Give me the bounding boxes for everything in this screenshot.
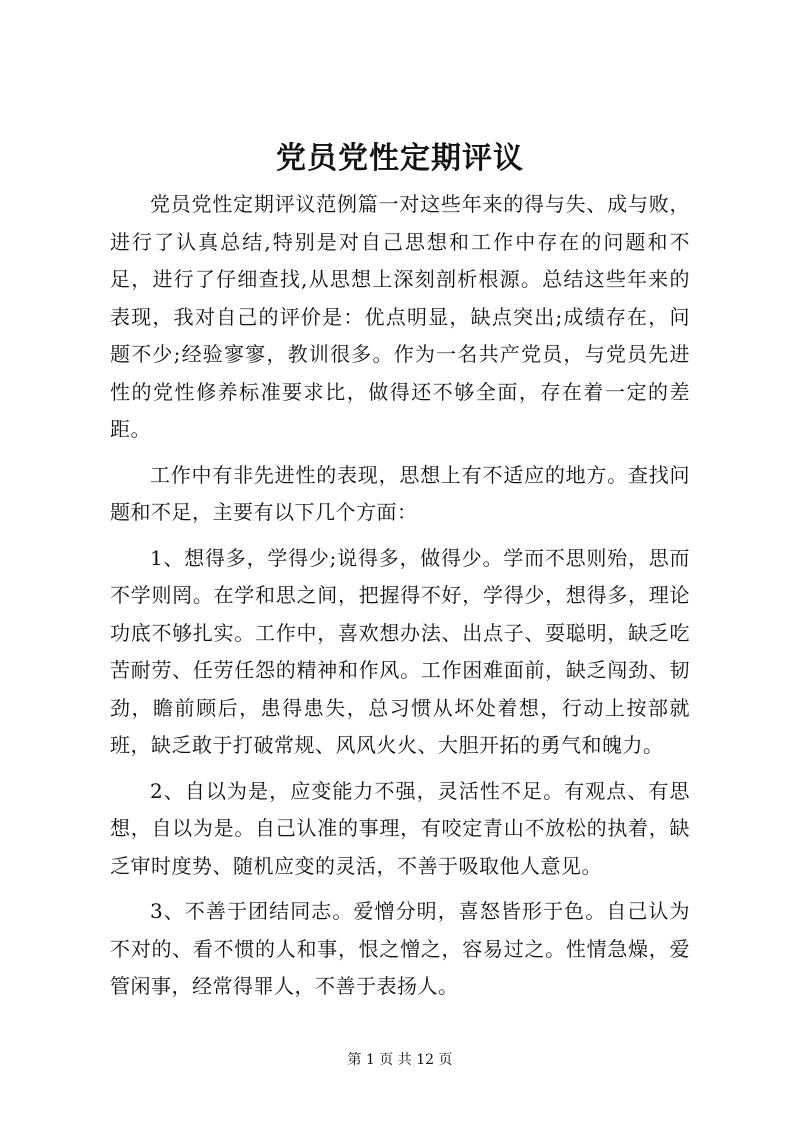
paragraph-intro: 党员党性定期评议范例篇一对这些年来的得与失、成与败，进行了认真总结,特别是对自己思想和工作中存在的问题和不足，进行了仔细查找,从思想上深刻剖析根源。总结这些年来的表现，我对自己的评价是：优点明显，缺点突出;成绩存在，问题不少;经验寥寥，教训很多。作为一名共产党员，与党员先进性的党性修养标准要求比，做得还不够全面，存在着一定的差距。	[110, 192, 690, 441]
paragraph-point-2: 2、自以为是，应变能力不强，灵活性不足。有观点、有思想，自以为是。自己认准的事理，有咬定青山不放松的执着，缺乏审时度势、随机应变的灵活，不善于吸取他人意见。	[110, 778, 690, 878]
page-footer: 第 1 页 共 12 页	[347, 1052, 453, 1068]
document-body	[110, 186, 690, 1014]
paragraph-summary: 工作中有非先进性的表现，思想上有不适应的地方。查找问题和不足，主要有以下几个方面：	[110, 462, 690, 524]
paragraph-point-1: 1、想得多，学得少;说得多，做得少。学而不思则殆，思而不学则罔。在学和思之间，把握得不好，学得少，想得多，理论功底不够扎实。工作中，喜欢想办法、出点子、耍聪明，缺乏吃苦耐劳、任劳任怨的精神和作风。工作困难面前，缺乏闯劲、韧劲，瞻前顾后，患得患失，总习惯从坏处着想，行动上按部就班，缺乏敢于打破常规、风风火火、大胆开拓的勇气和魄力。	[110, 545, 690, 757]
page-title: 党员党性定期评议	[276, 141, 524, 176]
paragraph-point-3: 3、不善于团结同志。爱憎分明，喜怒皆形于色。自己认为不对的、看不惯的人和事，恨之憎之，容易过之。性情急燥，爱管闲事，经常得罪人，不善于表扬人。	[110, 899, 690, 998]
